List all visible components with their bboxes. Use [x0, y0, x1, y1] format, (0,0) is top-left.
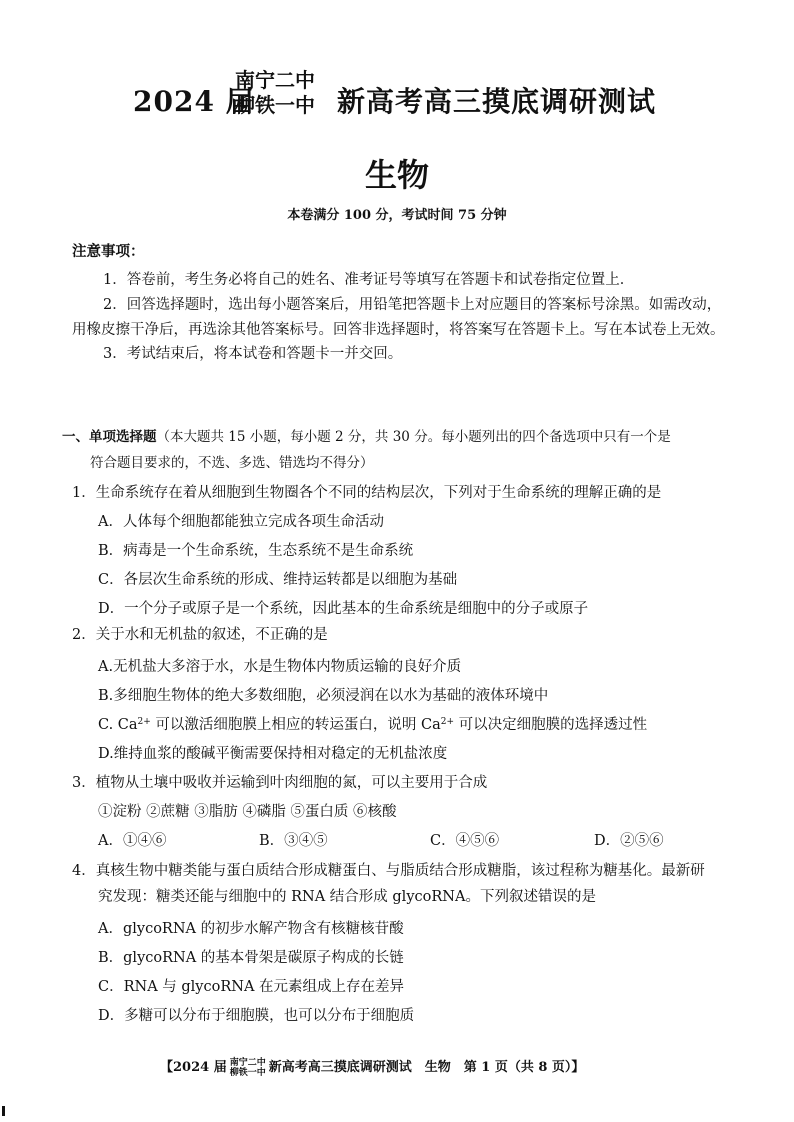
q2c-sup-1: 2+ [137, 717, 151, 727]
score-time-line: 本卷满分 100 分，考试时间 75 分钟 [287, 208, 507, 223]
q3-option-a: A．①④⑥ [98, 833, 167, 849]
question-1-stem: 1．生命系统存在着从细胞到生物圈各个不同的结构层次，下列对于生命系统的理解正确的是 [72, 485, 662, 501]
q2c-part-1: C. Ca [98, 717, 138, 733]
note-item: 3．考试结束后，将本试卷和答题卡一并交回。 [103, 346, 403, 362]
footer-school-1: 南宁二中 [229, 1057, 266, 1068]
question-2-stem: 2．关于水和无机盐的叙述，不正确的是 [72, 627, 328, 643]
question-4-stem [72, 858, 737, 910]
section-desc-2: 符合题目要求的，不选、多选、错选均不得分） [90, 455, 374, 471]
q2-option-a: A.无机盐大多溶于水，水是生物体内物质运输的良好介质 [98, 659, 462, 675]
q4-option-d: D．多糖可以分布于细胞膜，也可以分布于细胞质 [98, 1008, 415, 1024]
q1-option-c: C．各层次生命系统的形成、维持运转都是以细胞为基础 [98, 572, 458, 588]
q2-option-c [98, 713, 647, 734]
q4-option-c: C．RNA 与 glycoRNA 在元素组成上存在差异 [98, 979, 405, 995]
note-item: 1．答卷前，考生务必将自己的姓名、准考证号等填写在答题卡和试卷指定位置上． [103, 272, 635, 288]
footer-school-2: 柳铁一中 [229, 1067, 266, 1078]
q3-option-c: C．④⑤⑥ [430, 833, 500, 849]
footer-open: 【2024 届 [160, 1060, 227, 1075]
school-names [235, 68, 315, 118]
q4-option-a: A．glycoRNA 的初步水解产物含有核糖核苷酸 [98, 921, 404, 937]
section-heading [62, 424, 734, 476]
q4-stem-line-1: 4．真核生物中糖类能与蛋白质结合形成糖蛋白、与脂质结合形成糖脂，该过程称为糖基化。最新研 [72, 863, 705, 879]
q3-items: ①淀粉 ②蔗糖 ③脂肪 ④磷脂 ⑤蛋白质 ⑥核酸 [98, 804, 397, 820]
q1-option-d: D．一个分子或原子是一个系统，因此基本的生命系统是细胞中的分子或原子 [98, 601, 589, 617]
footer-rest: 新高考高三摸底调研测试 生物 第 1 页（共 8 页）】 [268, 1060, 585, 1075]
footer-schools [230, 1058, 266, 1078]
subject-title: 生物 [364, 156, 429, 194]
exam-header [0, 66, 794, 122]
exam-title: 新高考高三摸底调研测试 [337, 85, 657, 118]
notes-heading: 注意事项： [72, 243, 145, 260]
q2-option-d: D.维持血浆的酸碱平衡需要保持相对稳定的无机盐浓度 [98, 746, 448, 762]
q4-option-b: B．glycoRNA 的基本骨架是碳原子构成的长链 [98, 950, 404, 966]
q4-stem-line-2: 究发现：糖类还能与细胞中的 RNA 结合形成 glycoRNA。下列叙述错误的是 [98, 889, 596, 905]
page-footer [160, 1056, 584, 1078]
q2c-sup-2: 2+ [440, 717, 455, 727]
scan-mark [2, 1106, 5, 1116]
q2c-part-3: 可以决定细胞膜的选择透过性 [454, 717, 648, 733]
question-3-stem: 3．植物从土壤中吸收并运输到叶肉细胞的氮，可以主要用于合成 [72, 775, 488, 791]
q3-option-b: B．③④⑤ [259, 833, 328, 849]
exam-year: 2024 届 [133, 85, 255, 118]
q2c-part-2: 可以激活细胞膜上相应的转运蛋白，说明 Ca [150, 717, 441, 733]
school-1: 南宁二中 [235, 68, 315, 92]
section-label: 一、单项选择题 [62, 429, 157, 445]
q3-option-d: D．②⑤⑥ [594, 833, 664, 849]
section-desc-1: （本大题共 15 小题，每小题 2 分，共 30 分。每小题列出的四个备选项中只有一个是 [156, 429, 671, 445]
note-item: 2．回答选择题时，选出每小题答案后，用铅笔把答题卡上对应题目的答案标号涂黑。如需改动，用橡皮擦干净后，再选涂其他答案标号。回答非选择题时，将答案写在答题卡上。写在本试卷上无效。 [72, 297, 725, 338]
q2-option-b: B.多细胞生物体的绝大多数细胞，必须浸润在以水为基础的液体环境中 [98, 688, 549, 704]
q1-option-a: A．人体每个细胞都能独立完成各项生命活动 [98, 514, 384, 530]
school-2: 柳铁一中 [235, 93, 315, 117]
q1-option-b: B．病毒是一个生命系统，生态系统不是生命系统 [98, 543, 414, 559]
